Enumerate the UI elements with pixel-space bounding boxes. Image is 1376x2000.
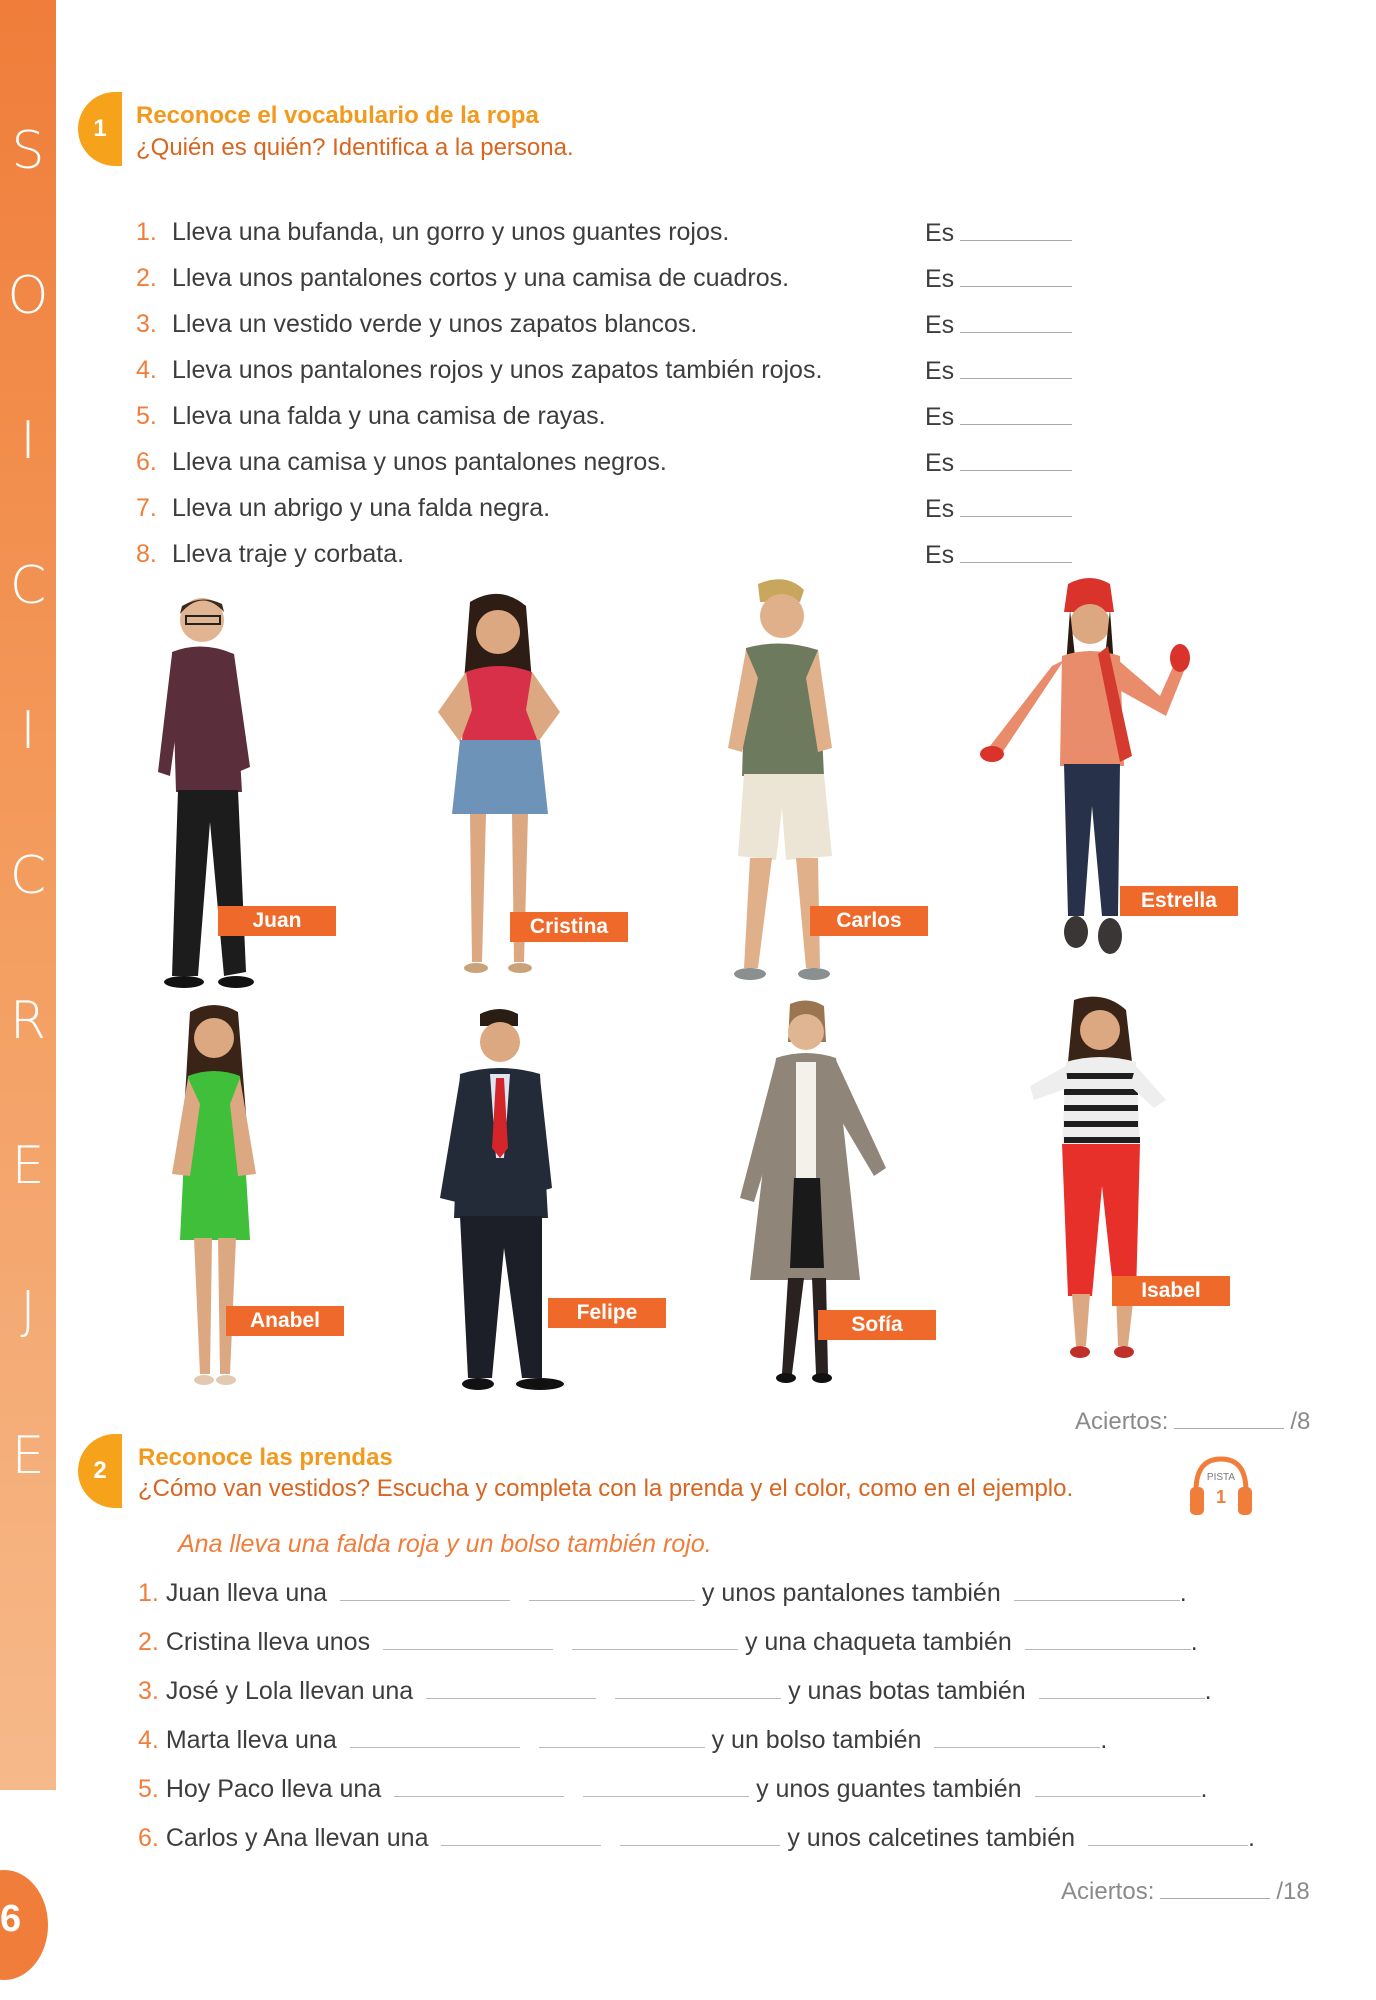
blank-color[interactable] xyxy=(1014,1578,1180,1601)
blank-garment[interactable] xyxy=(350,1725,520,1748)
item-middle: y una chaqueta también xyxy=(744,1628,1012,1656)
item-number: 6. xyxy=(136,448,157,476)
name-tag-sofia: Sofía xyxy=(818,1310,936,1340)
page-number: 6 xyxy=(0,1898,22,1940)
item-number: 1. xyxy=(136,218,157,246)
item-end: . xyxy=(1100,1726,1108,1754)
headphones-icon[interactable] xyxy=(1188,1453,1254,1519)
name-tag-carlos: Carlos xyxy=(810,906,928,936)
person-photo-isabel xyxy=(1020,996,1170,1376)
sidebar-letter: E xyxy=(11,1136,45,1196)
fill-row xyxy=(138,1725,1107,1761)
name-tag-estrella: Estrella xyxy=(1120,886,1238,916)
track-label: PISTA xyxy=(1206,1472,1236,1483)
item-number: 3. xyxy=(136,310,157,338)
es-label: Es xyxy=(925,311,955,339)
blank-color[interactable] xyxy=(620,1823,780,1846)
answer-line[interactable] xyxy=(960,218,1072,241)
item-text: Lleva unos pantalones rojos y unos zapatos también rojos. xyxy=(172,356,823,384)
blank-color[interactable] xyxy=(1035,1774,1201,1797)
answer-line[interactable] xyxy=(960,310,1072,333)
item-middle: y unos pantalones también xyxy=(701,1579,1001,1607)
item-text: Lleva unos pantalones cortos y una camisa de cuadros. xyxy=(172,264,790,292)
exercise-2-title: Reconoce las prendas xyxy=(138,1444,393,1471)
item-number: 8. xyxy=(136,540,157,568)
exercise-1-title: Reconoce el vocabulario de la ropa xyxy=(136,102,539,129)
score-exercise-2 xyxy=(1061,1876,1310,1906)
item-middle: y unos calcetines también xyxy=(787,1824,1076,1852)
sidebar-letter: S xyxy=(11,121,45,181)
es-label: Es xyxy=(925,219,955,247)
answer-field[interactable] xyxy=(925,264,1072,294)
item-end: . xyxy=(1179,1579,1187,1607)
name-tag-felipe: Felipe xyxy=(548,1298,666,1328)
answer-line[interactable] xyxy=(960,494,1072,517)
answer-field[interactable] xyxy=(925,494,1072,524)
exercise-1-badge: 1 xyxy=(78,92,122,166)
item-number: 5. xyxy=(136,402,157,430)
answer-field[interactable] xyxy=(925,540,1072,570)
answer-field[interactable] xyxy=(925,356,1072,386)
blank-color[interactable] xyxy=(1025,1627,1191,1650)
es-label: Es xyxy=(925,449,955,477)
blank-color[interactable] xyxy=(1088,1823,1248,1846)
list-item xyxy=(136,356,822,392)
item-number: 3. xyxy=(138,1677,159,1705)
blank-color[interactable] xyxy=(529,1578,695,1601)
blank-color[interactable] xyxy=(583,1774,749,1797)
item-end: . xyxy=(1204,1677,1212,1705)
answer-line[interactable] xyxy=(960,356,1072,379)
item-text: Lleva una camisa y unos pantalones negros. xyxy=(172,448,667,476)
answer-field[interactable] xyxy=(925,310,1072,340)
sidebar-letter: R xyxy=(9,991,47,1051)
answer-field[interactable] xyxy=(925,448,1072,478)
exercise-2-badge: 2 xyxy=(78,1434,122,1508)
exercise-1-instruction: ¿Quién es quién? Identifica a la persona. xyxy=(136,134,574,161)
blank-color[interactable] xyxy=(572,1627,738,1650)
answer-line[interactable] xyxy=(960,448,1072,471)
item-number: 4. xyxy=(138,1726,159,1754)
list-item xyxy=(136,494,550,530)
item-end: . xyxy=(1200,1775,1208,1803)
score-exercise-1 xyxy=(1075,1406,1310,1436)
blank-color[interactable] xyxy=(615,1676,781,1699)
blank-garment[interactable] xyxy=(426,1676,596,1699)
item-text: Lleva una falda y una camisa de rayas. xyxy=(172,402,606,430)
score-label: Aciertos: xyxy=(1061,1878,1155,1905)
item-number: 7. xyxy=(136,494,157,522)
answer-line[interactable] xyxy=(960,540,1072,563)
item-text: Lleva una bufanda, un gorro y unos guantes rojos. xyxy=(172,218,730,246)
sidebar-letter: E xyxy=(11,1426,45,1486)
person-photo-felipe xyxy=(430,1008,580,1398)
item-start: Carlos y Ana llevan una xyxy=(165,1824,429,1852)
sidebar-letter: J xyxy=(20,1281,36,1341)
item-text: Lleva un abrigo y una falda negra. xyxy=(172,494,551,522)
name-tag-anabel: Anabel xyxy=(226,1306,344,1336)
name-tag-juan: Juan xyxy=(218,906,336,936)
es-label: Es xyxy=(925,403,955,431)
list-item xyxy=(136,310,697,346)
list-item xyxy=(136,218,729,254)
score-label: Aciertos: xyxy=(1075,1408,1169,1435)
item-number: 1. xyxy=(138,1579,159,1607)
answer-field[interactable] xyxy=(925,218,1072,248)
es-label: Es xyxy=(925,265,955,293)
item-number: 5. xyxy=(138,1775,159,1803)
name-tag-isabel: Isabel xyxy=(1112,1276,1230,1306)
list-item xyxy=(136,264,789,300)
item-start: Juan lleva una xyxy=(165,1579,328,1607)
answer-line[interactable] xyxy=(960,264,1072,287)
fill-row xyxy=(138,1627,1198,1663)
es-label: Es xyxy=(925,541,955,569)
score-line[interactable] xyxy=(1160,1876,1270,1899)
es-label: Es xyxy=(925,495,955,523)
item-number: 2. xyxy=(136,264,157,292)
score-total: /8 xyxy=(1290,1408,1311,1435)
sidebar-letter: O xyxy=(7,266,49,326)
list-item xyxy=(136,540,404,576)
item-number: 4. xyxy=(136,356,157,384)
example-sentence: Ana lleva una falda roja y un bolso también rojo. xyxy=(178,1530,712,1558)
item-start: Hoy Paco lleva una xyxy=(165,1775,382,1803)
blank-garment[interactable] xyxy=(340,1578,510,1601)
blank-color[interactable] xyxy=(539,1725,705,1748)
blank-color[interactable] xyxy=(934,1725,1100,1748)
score-line[interactable] xyxy=(1174,1406,1284,1429)
exercise-2-instruction: ¿Cómo van vestidos? Escucha y completa con la prenda y el color, como en el ejemplo. xyxy=(138,1475,1074,1502)
item-middle: y un bolso también xyxy=(711,1726,922,1754)
answer-line[interactable] xyxy=(960,402,1072,425)
person-photo-estrella xyxy=(980,576,1200,986)
item-start: Marta lleva una xyxy=(165,1726,337,1754)
blank-garment[interactable] xyxy=(394,1774,564,1797)
sidebar-letter: I xyxy=(20,411,36,471)
item-end: . xyxy=(1190,1628,1198,1656)
track-number: 1 xyxy=(1215,1487,1227,1507)
name-tag-cristina: Cristina xyxy=(510,912,628,942)
answer-field[interactable] xyxy=(925,402,1072,432)
es-label: Es xyxy=(925,357,955,385)
item-middle: y unas botas también xyxy=(788,1677,1026,1705)
fill-row xyxy=(138,1774,1207,1810)
blank-garment[interactable] xyxy=(383,1627,553,1650)
item-start: Cristina lleva unos xyxy=(165,1628,371,1656)
item-start: José y Lola llevan una xyxy=(165,1677,414,1705)
item-number: 2. xyxy=(138,1628,159,1656)
fill-row xyxy=(138,1578,1187,1614)
sidebar-letter: C xyxy=(9,846,47,906)
list-item xyxy=(136,402,606,438)
list-item xyxy=(136,448,667,484)
blank-garment[interactable] xyxy=(441,1823,601,1846)
sidebar-letter: C xyxy=(9,556,47,616)
fill-row xyxy=(138,1676,1212,1712)
blank-color[interactable] xyxy=(1039,1676,1205,1699)
sidebar-letter: I xyxy=(20,701,36,761)
sidebar-band xyxy=(0,0,56,1790)
item-end: . xyxy=(1247,1824,1255,1852)
score-total: /18 xyxy=(1276,1878,1310,1905)
item-text: Lleva un vestido verde y unos zapatos blancos. xyxy=(172,310,698,338)
item-middle: y unos guantes también xyxy=(756,1775,1022,1803)
fill-row xyxy=(138,1823,1255,1859)
item-number: 6. xyxy=(138,1824,159,1852)
item-text: Lleva traje y corbata. xyxy=(172,540,405,568)
